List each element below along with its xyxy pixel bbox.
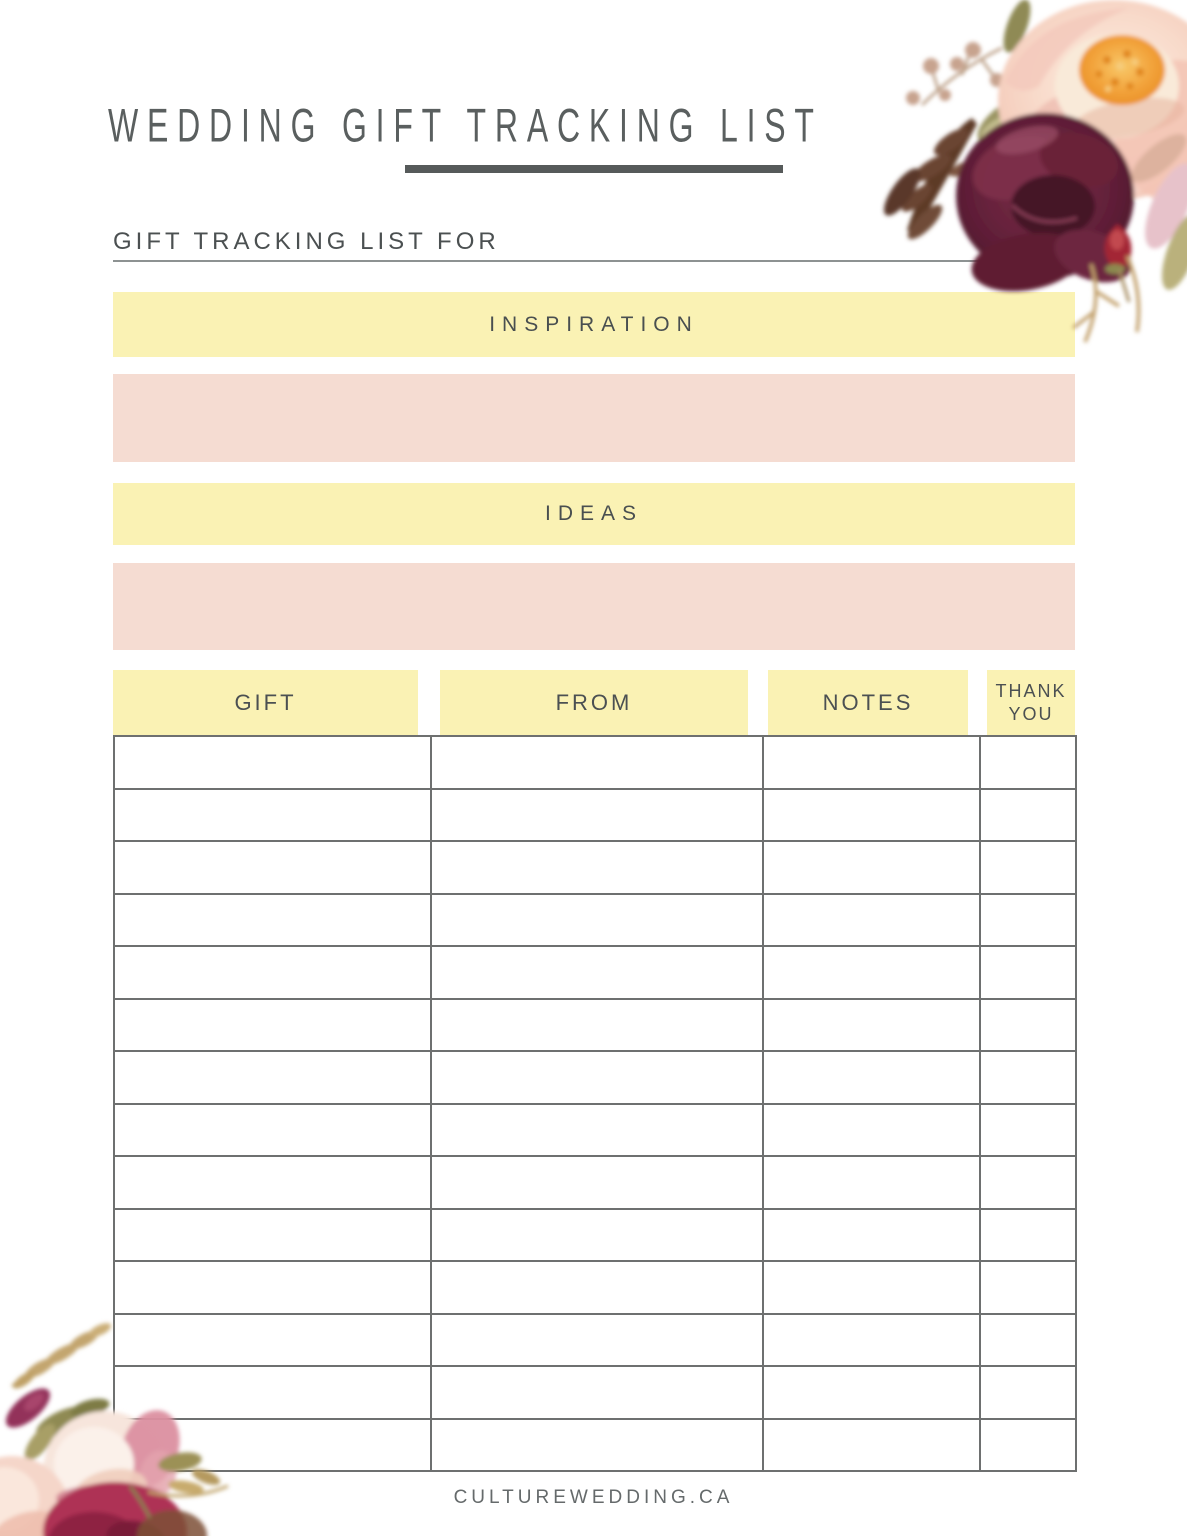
- column-header-gift: GIFT: [113, 670, 418, 735]
- table-row: [114, 1156, 1076, 1209]
- table-cell-empty[interactable]: [980, 841, 1076, 894]
- table-cell-empty[interactable]: [763, 1314, 980, 1367]
- table-cell-empty[interactable]: [763, 1209, 980, 1262]
- inspiration-label: INSPIRATION: [489, 312, 699, 336]
- table-cell-empty[interactable]: [980, 1209, 1076, 1262]
- table-cell-empty[interactable]: [980, 1366, 1076, 1419]
- table-cell-empty[interactable]: [114, 999, 431, 1052]
- olive-leaves: [998, 0, 1058, 68]
- ideas-notes-area[interactable]: [113, 563, 1075, 650]
- table-row: [114, 1051, 1076, 1104]
- table-cell-empty[interactable]: [980, 1261, 1076, 1314]
- table-cell-empty[interactable]: [114, 1314, 431, 1367]
- table-cell-empty[interactable]: [980, 1314, 1076, 1367]
- table-row: [114, 1419, 1076, 1472]
- page-title: WEDDING GIFT TRACKING LIST: [108, 100, 823, 152]
- table-cell-empty[interactable]: [114, 946, 431, 999]
- ideas-band: [113, 483, 1075, 545]
- table-cell-empty[interactable]: [763, 841, 980, 894]
- table-cell-empty[interactable]: [763, 1366, 980, 1419]
- table-cell-empty[interactable]: [980, 999, 1076, 1052]
- table-cell-empty[interactable]: [114, 1261, 431, 1314]
- table-cell-empty[interactable]: [431, 1156, 763, 1209]
- tan-twig: [10, 1320, 113, 1391]
- title-divider: [405, 165, 783, 173]
- table-row: [114, 789, 1076, 842]
- table-cell-empty[interactable]: [114, 1156, 431, 1209]
- red-rosebud: [1105, 224, 1132, 302]
- table-row: [114, 1366, 1076, 1419]
- table-cell-empty[interactable]: [980, 1419, 1076, 1472]
- table-cell-empty[interactable]: [980, 736, 1076, 789]
- table-cell-empty[interactable]: [763, 1261, 980, 1314]
- table-cell-empty[interactable]: [114, 841, 431, 894]
- column-header-notes: NOTES: [768, 670, 968, 735]
- table-cell-empty[interactable]: [763, 1051, 980, 1104]
- table-cell-empty[interactable]: [431, 1366, 763, 1419]
- table-cell-empty[interactable]: [431, 1104, 763, 1157]
- column-header-from: FROM: [440, 670, 748, 735]
- table-cell-empty[interactable]: [431, 789, 763, 842]
- table-cell-empty[interactable]: [114, 1366, 431, 1419]
- table-cell-empty[interactable]: [431, 1314, 763, 1367]
- table-row: [114, 1209, 1076, 1262]
- gift-table-body: [114, 736, 1076, 1471]
- table-cell-empty[interactable]: [114, 736, 431, 789]
- table-cell-empty[interactable]: [980, 789, 1076, 842]
- ideas-label: IDEAS: [544, 502, 644, 525]
- table-cell-empty[interactable]: [980, 894, 1076, 947]
- beige-berry-twig: [922, 48, 1002, 105]
- table-cell-empty[interactable]: [431, 1209, 763, 1262]
- table-cell-empty[interactable]: [114, 1051, 431, 1104]
- table-cell-empty[interactable]: [763, 1104, 980, 1157]
- table-row: [114, 1104, 1076, 1157]
- table-header-row: [113, 670, 1075, 735]
- table-cell-empty[interactable]: [431, 1261, 763, 1314]
- table-cell-empty[interactable]: [431, 1051, 763, 1104]
- table-cell-empty[interactable]: [114, 789, 431, 842]
- footer-site-url: CULTUREWEDDING.CA: [453, 1487, 734, 1508]
- table-cell-empty[interactable]: [431, 999, 763, 1052]
- table-cell-empty[interactable]: [431, 841, 763, 894]
- table-cell-empty[interactable]: [763, 894, 980, 947]
- table-cell-empty[interactable]: [431, 736, 763, 789]
- green-magenta-bud: [970, 83, 1051, 153]
- table-cell-empty[interactable]: [114, 1209, 431, 1262]
- table-cell-empty[interactable]: [980, 1156, 1076, 1209]
- table-row: [114, 946, 1076, 999]
- table-row: [114, 1261, 1076, 1314]
- table-cell-empty[interactable]: [980, 946, 1076, 999]
- gift-tracking-for-fill-line[interactable]: [113, 260, 1055, 262]
- table-cell-empty[interactable]: [431, 946, 763, 999]
- table-row: [114, 736, 1076, 789]
- table-cell-empty[interactable]: [431, 1419, 763, 1472]
- table-cell-empty[interactable]: [763, 999, 980, 1052]
- table-row: [114, 894, 1076, 947]
- table-cell-empty[interactable]: [763, 736, 980, 789]
- table-cell-empty[interactable]: [114, 894, 431, 947]
- gift-tracking-for-label: GIFT TRACKING LIST FOR: [113, 228, 500, 255]
- table-cell-empty[interactable]: [431, 894, 763, 947]
- peach-rose: [988, 0, 1187, 233]
- tan-branches: [1073, 256, 1139, 342]
- burgundy-rose: [956, 113, 1139, 299]
- column-header-thank-you: THANK YOU: [987, 670, 1075, 735]
- table-cell-empty[interactable]: [763, 789, 980, 842]
- table-cell-empty[interactable]: [763, 1156, 980, 1209]
- pink-leaf: [1125, 126, 1187, 294]
- table-cell-empty[interactable]: [763, 946, 980, 999]
- table-cell-empty[interactable]: [980, 1104, 1076, 1157]
- table-cell-empty[interactable]: [980, 1051, 1076, 1104]
- table-cell-empty[interactable]: [114, 1104, 431, 1157]
- table-row: [114, 841, 1076, 894]
- inspiration-notes-area[interactable]: [113, 374, 1075, 462]
- table-row: [114, 1314, 1076, 1367]
- table-cell-empty[interactable]: [763, 1419, 980, 1472]
- gift-table: [113, 735, 1075, 1472]
- table-cell-empty[interactable]: [114, 1419, 431, 1472]
- inspiration-band: [113, 292, 1075, 357]
- table-row: [114, 999, 1076, 1052]
- gift-table-grid: [113, 735, 1077, 1472]
- brown-leaves: [878, 118, 983, 244]
